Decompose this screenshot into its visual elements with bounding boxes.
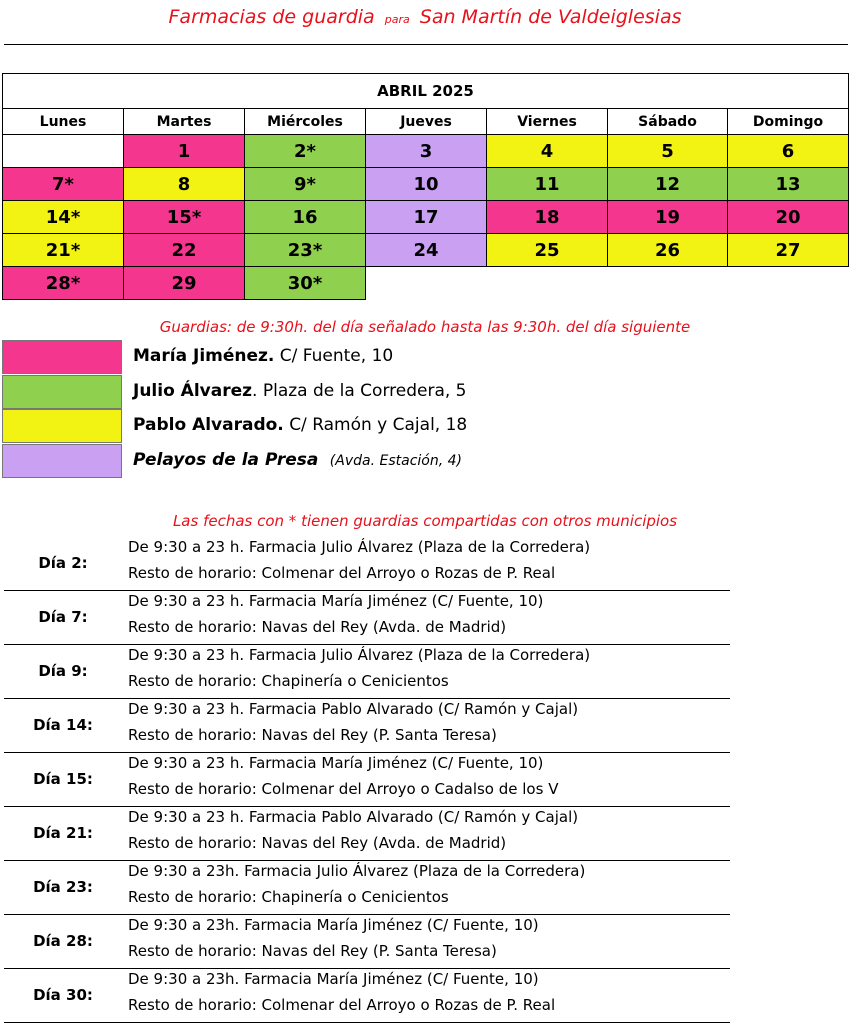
legend-swatch [2,444,122,478]
calendar-week [3,201,849,234]
calendar-day-cell: 14* [3,201,124,234]
calendar-week [3,168,849,201]
shared-day-row [4,968,730,1023]
guardias-note: Guardias: de 9:30h. del día señalado hasta las 9:30h. del día siguiente [159,318,691,336]
calendar-day-cell: 11 [487,168,608,201]
shared-day-line2: Resto de horario: Colmenar del Arroyo o Cadalso de los V [128,780,559,798]
legend-label [133,346,393,366]
pharmacy-name: Pablo Alvarado. [133,415,284,435]
calendar-day-cell: 26 [608,234,728,267]
shared-day-label: Día 7: [38,608,88,626]
shared-day-row [4,914,730,969]
legend-item-julio [2,375,848,409]
calendar-day-cell: 17 [366,201,487,234]
weekday-header: Viernes [487,109,608,135]
calendar-day-cell: 10 [366,168,487,201]
shared-day-row [4,860,730,915]
shared-day-row [4,536,730,591]
calendar-week [3,135,849,168]
calendar-day-cell: 22 [124,234,245,267]
shared-day-line2: Resto de horario: Colmenar del Arroyo o Rozas de P. Real [128,564,556,582]
shared-day-line1: De 9:30 a 23 h. Farmacia Julio Álvarez (Plaza de la Corredera) [128,646,591,664]
shared-day-line2: Resto de horario: Navas del Rey (P. Santa Teresa) [128,726,497,744]
calendar-day-cell: 23* [245,234,366,267]
calendar-month: ABRIL 2025 [3,74,849,109]
shared-day-line1: De 9:30 a 23 h. Farmacia Pablo Alvarado (C/ Ramón y Cajal) [128,808,579,826]
legend-swatch [2,340,122,374]
shared-day-label: Día 14: [33,716,93,734]
weekday-header: Jueves [366,109,487,135]
legend-item-maria [2,340,848,374]
weekday-header: Miércoles [245,109,366,135]
pharmacy-address: (Avda. Estación, 4) [329,453,462,469]
calendar-day-cell: 2* [245,135,366,168]
calendar-day-cell: 25 [487,234,608,267]
legend-item-pelayos [2,444,848,478]
calendar-day-cell: 16 [245,201,366,234]
shared-day-line1: De 9:30 a 23h. Farmacia María Jiménez (C/ Fuente, 10) [128,970,539,988]
shared-day-line1: De 9:30 a 23 h. Farmacia Pablo Alvarado (C/ Ramón y Cajal) [128,700,579,718]
shared-day-label: Día 21: [33,824,93,842]
calendar-week [3,267,849,300]
legend-label [133,450,462,470]
calendar-day-cell: 12 [608,168,728,201]
legend-swatch [2,409,122,443]
pharmacy-address: C/ Fuente, 10 [279,346,394,366]
calendar-empty-space [366,267,849,300]
calendar-day-cell: 15* [124,201,245,234]
pharmacy-address: . Plaza de la Corredera, 5 [252,381,467,401]
shared-day-line1: De 9:30 a 23 h. Farmacia María Jiménez (C/ Fuente, 10) [128,754,544,772]
shared-day-label: Día 30: [33,986,93,1004]
pharmacy-name: María Jiménez. [133,346,275,366]
legend-label [133,381,467,401]
shared-day-label: Día 9: [38,662,88,680]
calendar-day-cell [3,135,124,168]
weekday-header: Lunes [3,109,124,135]
shared-day-line1: De 9:30 a 23 h. Farmacia María Jiménez (C/ Fuente, 10) [128,592,544,610]
calendar-day-cell: 8 [124,168,245,201]
calendar-day-cell: 4 [487,135,608,168]
pharmacy-name: Pelayos de la Presa [133,450,319,470]
calendar-day-cell: 1 [124,135,245,168]
shared-day-line2: Resto de horario: Navas del Rey (P. Santa Teresa) [128,942,497,960]
calendar-day-cell: 3 [366,135,487,168]
pharmacy-name: Julio Álvarez [133,381,253,401]
shared-day-line2: Resto de horario: Navas del Rey (Avda. de Madrid) [128,834,507,852]
shared-day-row [4,698,730,753]
shared-day-line2: Resto de horario: Chapinería o Cenicientos [128,888,449,906]
shared-day-line1: De 9:30 a 23 h. Farmacia Julio Álvarez (Plaza de la Corredera) [128,538,591,556]
shared-day-row [4,752,730,807]
legend-label [133,415,467,435]
shared-day-row [4,806,730,861]
title-connector: para [384,13,410,26]
shared-day-label: Día 2: [38,554,88,572]
weekday-header: Domingo [728,109,849,135]
weekday-header: Sábado [608,109,728,135]
calendar-day-cell: 6 [728,135,849,168]
legend-swatch [2,375,122,409]
title-divider [4,44,848,45]
page-title [0,6,850,28]
shared-day-row [4,590,730,645]
shared-note: Las fechas con * tienen guardias compartidas con otros municipios [172,512,678,530]
calendar-day-cell: 19 [608,201,728,234]
shared-day-line1: De 9:30 a 23h. Farmacia Julio Álvarez (Plaza de la Corredera) [128,862,586,880]
weekday-header: Martes [124,109,245,135]
shared-day-label: Día 23: [33,878,93,896]
calendar-day-cell: 13 [728,168,849,201]
calendar-day-cell: 20 [728,201,849,234]
shared-day-row [4,644,730,699]
shared-day-line2: Resto de horario: Colmenar del Arroyo o Rozas de P. Real [128,996,556,1014]
pharmacy-address: C/ Ramón y Cajal, 18 [289,415,468,435]
calendar-day-cell: 27 [728,234,849,267]
title-town: San Martín de Valdeiglesias [419,6,682,28]
shared-day-line1: De 9:30 a 23h. Farmacia María Jiménez (C/ Fuente, 10) [128,916,539,934]
calendar-table [2,73,849,300]
calendar-day-cell: 30* [245,267,366,300]
calendar-day-cell: 21* [3,234,124,267]
calendar-day-cell: 5 [608,135,728,168]
calendar-day-cell: 24 [366,234,487,267]
calendar-day-cell: 7* [3,168,124,201]
shared-day-label: Día 15: [33,770,93,788]
legend-item-pablo [2,409,848,443]
calendar-day-cell: 29 [124,267,245,300]
shared-day-line2: Resto de horario: Chapinería o Cenicientos [128,672,449,690]
shared-day-line2: Resto de horario: Navas del Rey (Avda. de Madrid) [128,618,507,636]
calendar-day-cell: 9* [245,168,366,201]
title-main: Farmacias de guardia [168,6,375,28]
calendar-day-cell: 28* [3,267,124,300]
calendar-day-cell: 18 [487,201,608,234]
shared-day-label: Día 28: [33,932,93,950]
calendar-week [3,234,849,267]
